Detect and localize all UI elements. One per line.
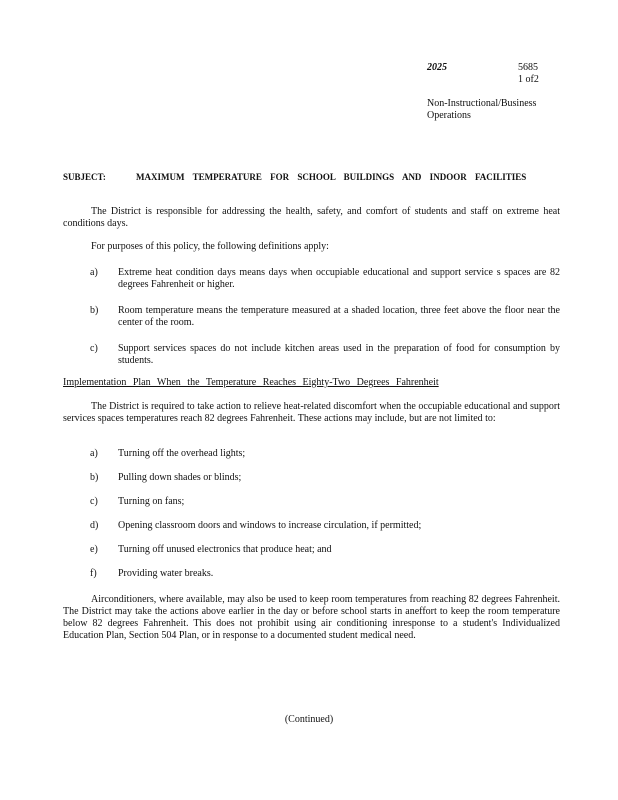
list-label: a) [90,448,98,459]
list-text: Extreme heat condition days means days when occupiable educational and support service s spaces are 82 degrees Fahrenheit or higher. [118,267,560,290]
list-label: e) [90,544,98,555]
definitions-intro: For purposes of this policy, the following definitions apply: [91,241,329,252]
list-item [90,472,490,496]
intro-paragraph: The District is responsible for addressing the health, safety, and comfort of students and staff on extreme heat conditions days. [63,206,560,229]
subject-title: MAXIMUM TEMPERATURE FOR SCHOOL BUILDINGS AND INDOOR FACILITIES [136,172,527,182]
list-item [90,448,490,472]
list-text: Pulling down shades or blinds; [118,472,242,483]
list-text: Turning off unused electronics that produce heat; and [118,544,332,555]
list-label: c) [90,496,98,507]
list-item [90,568,490,580]
list-item [90,544,490,568]
list-text: Room temperature means the temperature measured at a shaded location, three feet above the floor near the center of the room. [118,305,560,328]
policy-number: 5685 [518,62,538,73]
definitions-list [90,267,560,367]
list-label: c) [90,343,98,354]
actions-list [90,448,490,580]
list-text: Support services spaces do not include kitchen areas used in the preparation of food for consumption by students. [118,343,560,366]
subject-label: SUBJECT: [63,172,106,182]
policy-year: 2025 [427,62,447,73]
list-label: b) [90,472,99,483]
list-label: b) [90,305,99,316]
list-text: Providing water breaks. [118,568,214,579]
actions-intro: The District is required to take action to relieve heat-related discomfort when the occupiable educational and support services spaces temperatures reach 82 degrees Fahrenheit. These actions may include, but are not limited to: [63,401,560,424]
list-item [90,496,490,520]
list-text: Opening classroom doors and windows to increase circulation, if permitted; [118,520,422,531]
list-item [90,520,490,544]
section-heading: Implementation Plan When the Temperature Reaches Eighty-Two Degrees Fahrenheit [63,377,439,388]
continued-footer: (Continued) [284,714,334,725]
list-label: f) [90,568,97,579]
section-name: Non-Instructional/Business Operations [427,98,537,121]
list-item [90,305,560,329]
page-number: 1 of2 [518,74,539,85]
list-item [90,267,560,291]
closing-paragraph: Airconditioners, where available, may also be used to keep room temperatures from reaching 82 degrees Fahrenheit. The District may take the actions above earlier in the day or before school starts in aneffort to keep the room temperature below 82 degrees Fahrenheit. This does not prohibit using air conditioning inresponse to a student's Individualized Education Plan, Section 504 Plan, or in response to a documented student medical need. [63,594,560,641]
list-text: Turning on fans; [118,496,185,507]
list-text: Turning off the overhead lights; [118,448,246,459]
list-label: a) [90,267,98,278]
list-label: d) [90,520,99,531]
list-item [90,343,560,367]
